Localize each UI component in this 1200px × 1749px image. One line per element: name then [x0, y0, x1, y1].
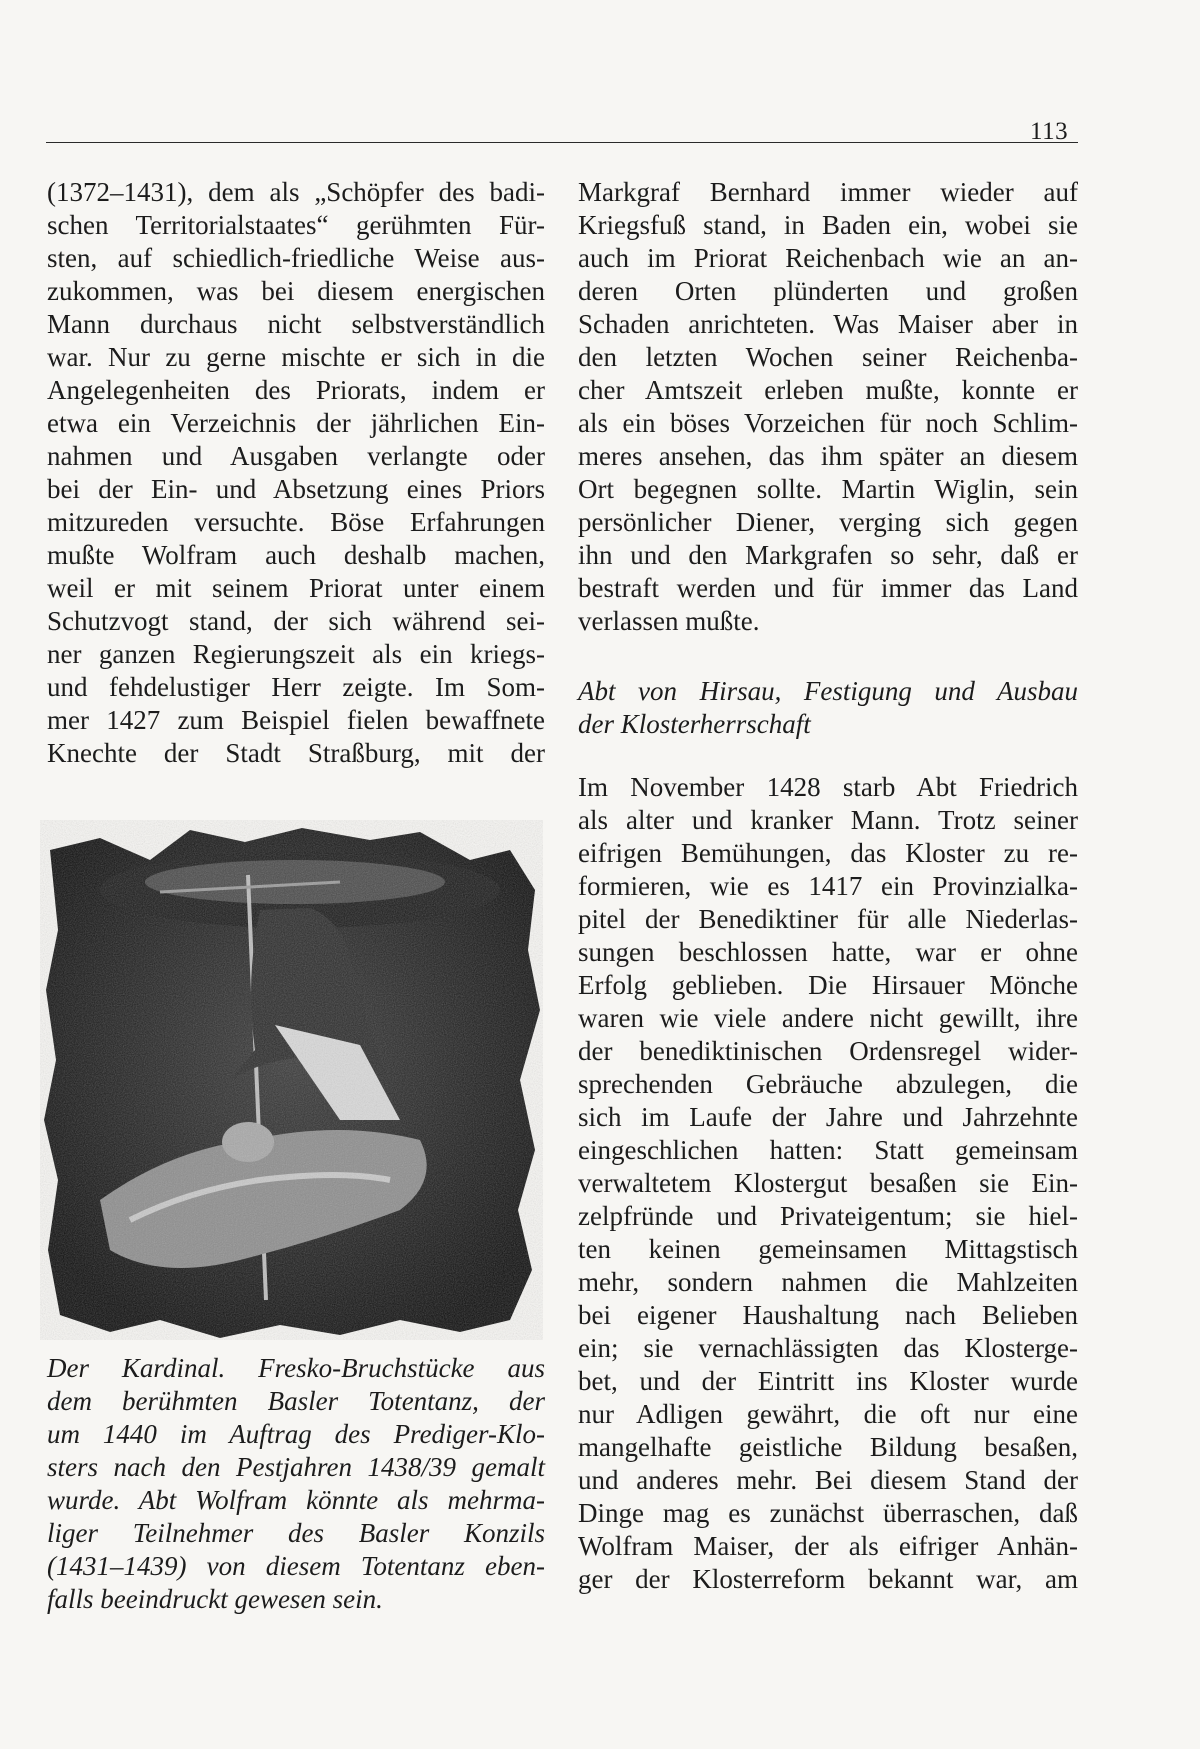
- text-line: Ort begegnen sollte. Martin Wiglin, sein: [578, 474, 1078, 504]
- text-line: mer 1427 zum Beispiel fielen bewaffnete: [47, 705, 545, 735]
- heading-line: der Klosterherrschaft: [578, 709, 811, 739]
- text-line: bet, und der Eintritt ins Kloster wurde: [578, 1366, 1078, 1396]
- text-line: persönlicher Diener, verging sich gegen: [578, 507, 1078, 537]
- text-line: eingeschlichen hatten: Statt gemeinsam: [578, 1135, 1078, 1165]
- caption-line: um 1440 im Auftrag des Prediger-Klo-: [47, 1419, 545, 1449]
- text-line: Kriegsfuß stand, in Baden ein, wobei sie: [578, 210, 1078, 240]
- text-line: meres ansehen, das ihm später an diesem: [578, 441, 1078, 471]
- text-line: deren Orten plünderten und großen: [578, 276, 1078, 306]
- text-line: schen Territorialstaates“ gerühmten Für-: [47, 210, 545, 240]
- text-line: Mann durchaus nicht selbstverständlich: [47, 309, 545, 339]
- text-line: ihn und den Markgrafen so sehr, daß er: [578, 540, 1078, 570]
- right-column-text-top: [578, 176, 1078, 638]
- text-line: war. Nur zu gerne mischte er sich in die: [47, 342, 545, 372]
- text-line: nahmen und Ausgaben verlangte oder: [47, 441, 545, 471]
- text-line: den letzten Wochen seiner Reichenba-: [578, 342, 1078, 372]
- text-line: mußte Wolfram auch deshalb machen,: [47, 540, 545, 570]
- text-line: sungen beschlossen hatte, war er ohne: [578, 937, 1078, 967]
- text-line: bei eigener Haushaltung nach Belieben: [578, 1300, 1078, 1330]
- text-line: eifrigen Bemühungen, das Kloster zu re-: [578, 838, 1078, 868]
- header-rule: [46, 142, 1078, 143]
- text-line: als ein böses Vorzeichen für noch Schlim-: [578, 408, 1078, 438]
- text-line: bestraft werden und für immer das Land: [578, 573, 1078, 603]
- caption-line: Der Kardinal. Fresko-Bruchstücke aus: [47, 1353, 545, 1383]
- fresco-figure: [40, 820, 543, 1340]
- text-line: mangelhafte geistliche Bildung besaßen,: [578, 1432, 1078, 1462]
- cardinal-fresco-image: [40, 820, 543, 1340]
- heading-line: Abt von Hirsau, Festigung und Ausbau: [578, 676, 1078, 706]
- text-line: ein; sie vernachlässigten das Klosterge-: [578, 1333, 1078, 1363]
- text-line: Markgraf Bernhard immer wieder auf: [578, 177, 1078, 207]
- text-line: mitzureden versuchte. Böse Erfahrungen: [47, 507, 545, 537]
- text-line: bei der Ein- und Absetzung eines Priors: [47, 474, 545, 504]
- text-line: ner ganzen Regierungszeit als ein kriegs-: [47, 639, 545, 669]
- text-line: sprechenden Gebräuche abzulegen, die: [578, 1069, 1078, 1099]
- text-line: verwaltetem Klostergut besaßen sie Ein-: [578, 1168, 1078, 1198]
- text-line: formieren, wie es 1417 ein Provinzialka-: [578, 871, 1078, 901]
- text-line: und anderes mehr. Bei diesem Stand der: [578, 1465, 1078, 1495]
- page-number: 113: [1030, 118, 1069, 145]
- text-line: Im November 1428 starb Abt Friedrich: [578, 772, 1078, 802]
- section-heading: [578, 675, 1078, 741]
- text-line: Dinge mag es zunächst überraschen, daß: [578, 1498, 1078, 1528]
- text-line: nur Adligen gewährt, die oft nur eine: [578, 1399, 1078, 1429]
- text-line: und fehdelustiger Herr zeigte. Im Som-: [47, 672, 545, 702]
- text-line: zelpfründe und Privateigentum; sie hiel-: [578, 1201, 1078, 1231]
- text-line: Erfolg geblieben. Die Hirsauer Mönche: [578, 970, 1078, 1000]
- text-line: Schutzvogt stand, der sich während sei-: [47, 606, 545, 636]
- text-line: sich im Laufe der Jahre und Jahrzehnte: [578, 1102, 1078, 1132]
- text-line: (1372–1431), dem als „Schöpfer des badi-: [47, 177, 545, 207]
- caption-line: dem berühmten Basler Totentanz, der: [47, 1386, 545, 1416]
- right-column-text-bottom: [578, 771, 1078, 1596]
- text-line: auch im Priorat Reichenbach wie an an-: [578, 243, 1078, 273]
- text-line: verlassen mußte.: [578, 606, 760, 636]
- text-line: Schaden anrichteten. Was Maiser aber in: [578, 309, 1078, 339]
- caption-line: falls beeindruckt gewesen sein.: [47, 1584, 383, 1614]
- text-line: der benediktinischen Ordensregel wider-: [578, 1036, 1078, 1066]
- caption-line: (1431–1439) von diesem Totentanz eben-: [47, 1551, 545, 1581]
- text-line: cher Amtszeit erleben mußte, konnte er: [578, 375, 1078, 405]
- text-line: ger der Klosterreform bekannt war, am: [578, 1564, 1078, 1594]
- text-line: als alter und kranker Mann. Trotz seiner: [578, 805, 1078, 835]
- caption-line: liger Teilnehmer des Basler Konzils: [47, 1518, 545, 1548]
- text-line: zukommen, was bei diesem energischen: [47, 276, 545, 306]
- text-line: Wolfram Maiser, der als eifriger Anhän-: [578, 1531, 1078, 1561]
- text-line: Angelegenheiten des Priorats, indem er: [47, 375, 545, 405]
- text-line: Knechte der Stadt Straßburg, mit der: [47, 738, 545, 768]
- left-column-text: [47, 176, 545, 770]
- figure-caption: [47, 1352, 545, 1616]
- text-line: waren wie viele andere nicht gewillt, ihre: [578, 1003, 1078, 1033]
- text-line: sten, auf schiedlich-friedliche Weise aus-: [47, 243, 545, 273]
- text-line: mehr, sondern nahmen die Mahlzeiten: [578, 1267, 1078, 1297]
- text-line: ten keinen gemeinsamen Mittagstisch: [578, 1234, 1078, 1264]
- caption-line: wurde. Abt Wolfram könnte als mehrma-: [47, 1485, 545, 1515]
- text-line: weil er mit seinem Priorat unter einem: [47, 573, 545, 603]
- text-line: pitel der Benediktiner für alle Niederlas-: [578, 904, 1078, 934]
- text-line: etwa ein Verzeichnis der jährlichen Ein-: [47, 408, 545, 438]
- caption-line: sters nach den Pestjahren 1438/39 gemalt: [47, 1452, 545, 1482]
